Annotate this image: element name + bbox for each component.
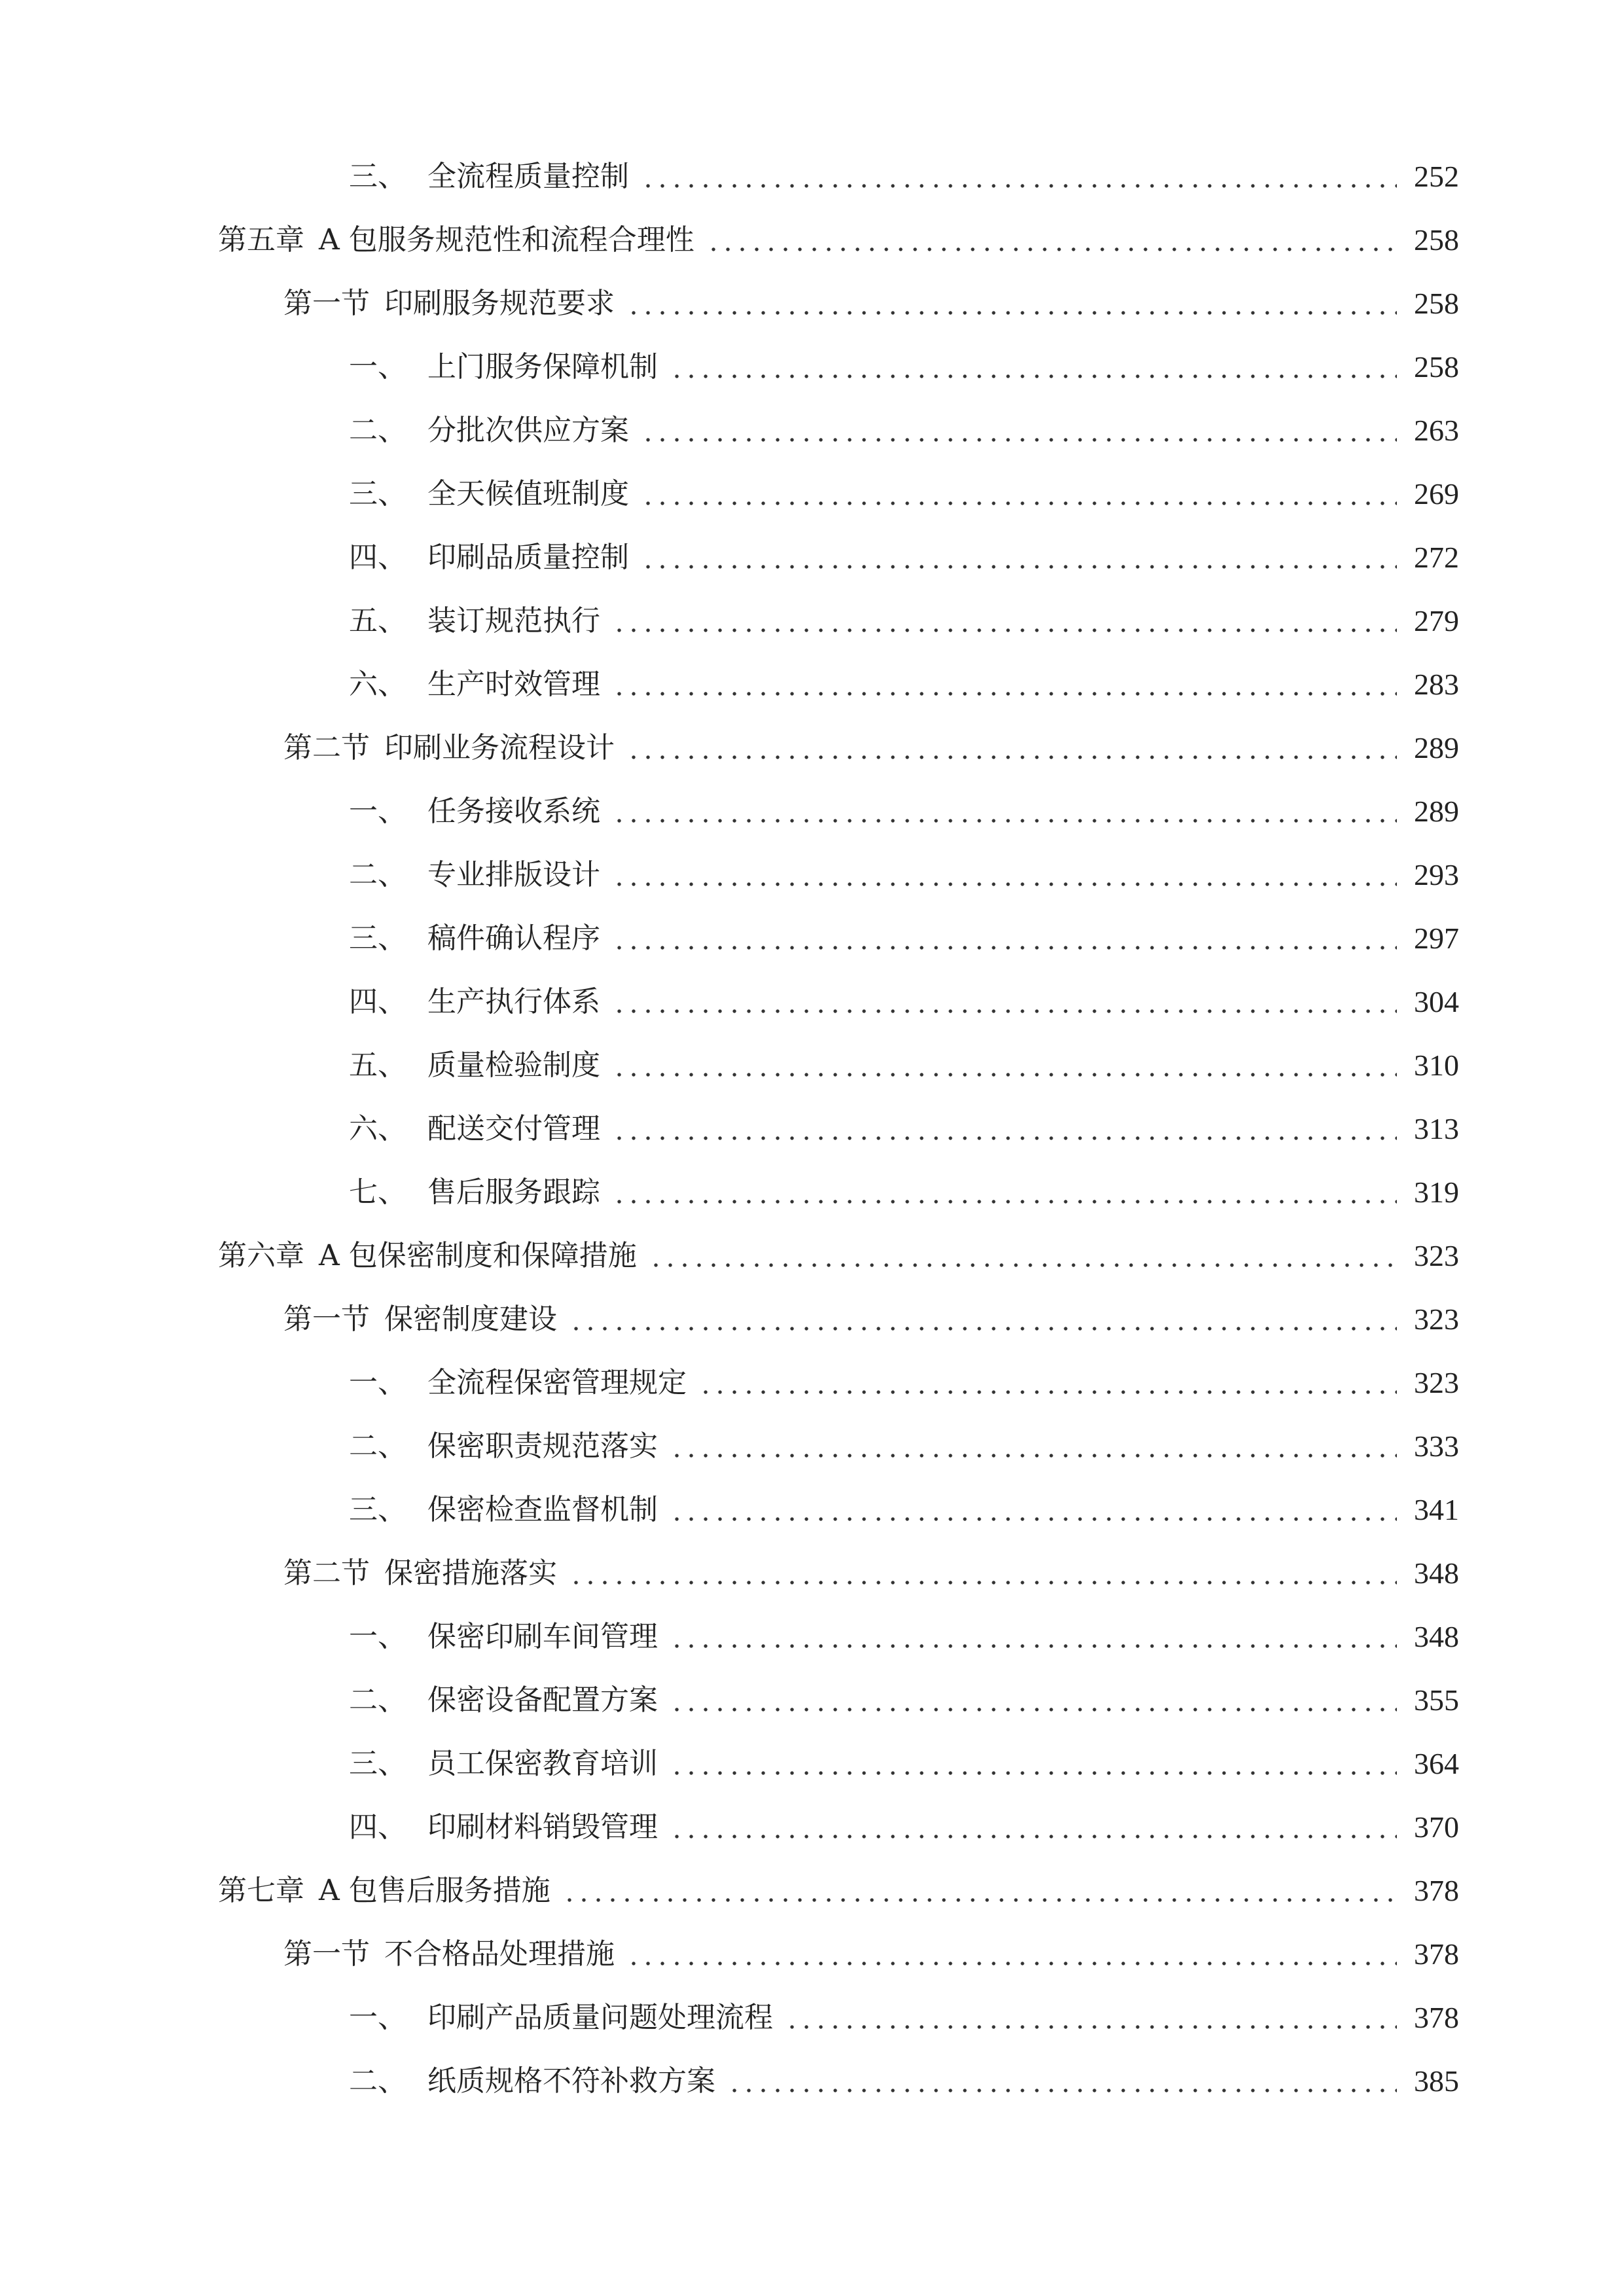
toc-entry[interactable] <box>349 151 1459 203</box>
toc-entry-number: 六、 <box>349 668 406 701</box>
toc-entry[interactable] <box>283 1293 1459 1346</box>
dot-leader <box>727 2088 1397 2093</box>
dot-leader <box>641 437 1397 442</box>
toc-entry-title: 生产时效管理 <box>427 668 600 701</box>
toc-entry-number: 第五章 <box>218 223 304 257</box>
toc-entry-page: 333 <box>1414 1429 1459 1463</box>
dot-leader <box>670 1707 1397 1712</box>
toc-entry-page: 297 <box>1414 922 1459 955</box>
toc-entry-number: 第一节 <box>283 1937 370 1971</box>
toc-entry[interactable] <box>349 1166 1459 1219</box>
toc-entry[interactable] <box>349 976 1459 1028</box>
toc-entry-title: 不合格品处理措施 <box>384 1937 615 1971</box>
toc-entry-page: 323 <box>1414 1302 1459 1336</box>
toc-entry[interactable] <box>349 1674 1459 1727</box>
toc-entry-title: 保密职责规范落实 <box>427 1429 658 1463</box>
toc-entry[interactable] <box>283 1928 1459 1981</box>
toc-entry[interactable] <box>349 1357 1459 1409</box>
dot-leader <box>785 2024 1397 2030</box>
toc-entry-title: 售后服务跟踪 <box>427 1175 600 1209</box>
dot-leader <box>569 1326 1397 1331</box>
toc-entry-title: 全流程保密管理规定 <box>427 1366 687 1399</box>
toc-entry[interactable] <box>283 722 1459 774</box>
dot-leader <box>562 1897 1397 1903</box>
dot-leader <box>641 501 1397 506</box>
toc-entry-number: 一、 <box>349 350 406 384</box>
dot-leader <box>612 691 1397 696</box>
toc-entry[interactable] <box>349 1992 1459 2044</box>
toc-entry-page: 279 <box>1414 604 1459 637</box>
toc-entry-page: 289 <box>1414 731 1459 764</box>
toc-entry[interactable] <box>349 1103 1459 1155</box>
toc-entry-title: 全天候值班制度 <box>427 477 629 511</box>
toc-entry-title: 全流程质量控制 <box>427 160 629 193</box>
dot-leader <box>612 1072 1397 1077</box>
toc-entry-number: 五、 <box>349 604 406 637</box>
toc-entry[interactable] <box>349 785 1459 838</box>
toc-entry-number: 三、 <box>349 1747 406 1780</box>
dot-leader <box>612 1136 1397 1141</box>
toc-entry-number: 三、 <box>349 1493 406 1526</box>
toc-entry-page: 348 <box>1414 1556 1459 1590</box>
toc-entry[interactable] <box>349 341 1459 393</box>
dot-leader <box>670 1516 1397 1522</box>
toc-entry-page: 348 <box>1414 1620 1459 1653</box>
toc-entry[interactable] <box>349 1484 1459 1536</box>
toc-entry[interactable] <box>349 1738 1459 1790</box>
toc-entry[interactable] <box>349 912 1459 965</box>
toc-entry-title: 保密措施落实 <box>384 1556 557 1590</box>
toc-entry-page: 323 <box>1414 1239 1459 1272</box>
toc-entry-title: 印刷产品质量问题处理流程 <box>427 2001 773 2034</box>
dot-leader <box>612 818 1397 823</box>
toc-entry-number: 一、 <box>349 1620 406 1653</box>
toc-entry-page: 364 <box>1414 1747 1459 1780</box>
toc-entry-page: 293 <box>1414 858 1459 891</box>
toc-entry-number: 第七章 <box>218 1874 304 1907</box>
toc-entry-number: 七、 <box>349 1175 406 1209</box>
toc-entry-title: 稿件确认程序 <box>427 922 600 955</box>
dot-leader <box>626 310 1397 315</box>
toc-entry[interactable] <box>283 1547 1459 1600</box>
toc-entry-number: 三、 <box>349 922 406 955</box>
toc-entry-page: 283 <box>1414 668 1459 701</box>
toc-entry-page: 289 <box>1414 795 1459 828</box>
toc-entry-number: 四、 <box>349 985 406 1018</box>
toc-entry-number: 第一节 <box>283 1302 370 1336</box>
toc-entry-title: 印刷服务规范要求 <box>384 287 615 320</box>
toc-entry-number: 四、 <box>349 1810 406 1844</box>
toc-entry-number: 二、 <box>349 2064 406 2098</box>
toc-entry-page: 258 <box>1414 350 1459 384</box>
toc-entry[interactable] <box>218 1865 1459 1917</box>
dot-leader <box>670 1770 1397 1776</box>
dot-leader <box>612 1009 1397 1014</box>
toc-entry[interactable] <box>349 468 1459 520</box>
toc-entry-title: 保密印刷车间管理 <box>427 1620 658 1653</box>
dot-leader <box>670 1453 1397 1458</box>
toc-entry-number: 四、 <box>349 541 406 574</box>
toc-entry-title: A 包保密制度和保障措施 <box>319 1239 637 1272</box>
toc-entry-page: 341 <box>1414 1493 1459 1526</box>
toc-entry-title: 员工保密教育培训 <box>427 1747 658 1780</box>
dot-leader <box>706 247 1397 252</box>
toc-entry-page: 385 <box>1414 2064 1459 2098</box>
toc-entry[interactable] <box>349 1611 1459 1663</box>
toc-entry-title: 保密检查监督机制 <box>427 1493 658 1526</box>
toc-entry-page: 319 <box>1414 1175 1459 1209</box>
toc-entry-title: 保密制度建设 <box>384 1302 557 1336</box>
toc-entry-page: 252 <box>1414 160 1459 193</box>
toc-entry[interactable] <box>349 2055 1459 2108</box>
toc-entry[interactable] <box>349 658 1459 711</box>
toc-entry[interactable] <box>349 595 1459 647</box>
toc-entry-number: 第六章 <box>218 1239 304 1272</box>
dot-leader <box>612 1199 1397 1204</box>
dot-leader <box>612 628 1397 633</box>
toc-entry-page: 378 <box>1414 2001 1459 2034</box>
toc-entry-number: 一、 <box>349 795 406 828</box>
toc-entry[interactable] <box>218 214 1459 266</box>
toc-entry-number: 一、 <box>349 1366 406 1399</box>
dot-leader <box>698 1390 1397 1395</box>
toc-entry-page: 378 <box>1414 1937 1459 1971</box>
toc-entry[interactable] <box>218 1230 1459 1282</box>
toc-entry-title: 任务接收系统 <box>427 795 600 828</box>
dot-leader <box>670 1643 1397 1649</box>
dot-leader <box>612 945 1397 950</box>
toc-entry[interactable] <box>349 849 1459 901</box>
toc-entry-title: A 包售后服务措施 <box>319 1874 550 1907</box>
dot-leader <box>626 755 1397 760</box>
toc-entry-title: 装订规范执行 <box>427 604 600 637</box>
toc-entry-number: 三、 <box>349 477 406 511</box>
toc-entry-page: 263 <box>1414 414 1459 447</box>
dot-leader <box>649 1263 1397 1268</box>
dot-leader <box>612 882 1397 887</box>
dot-leader <box>569 1580 1397 1585</box>
toc-entry-page: 310 <box>1414 1049 1459 1082</box>
toc-entry-page: 258 <box>1414 223 1459 257</box>
toc-entry-title: 分批次供应方案 <box>427 414 629 447</box>
toc-entry-number: 一、 <box>349 2001 406 2034</box>
toc-entry-title: A 包服务规范性和流程合理性 <box>319 223 695 257</box>
toc-entry-title: 保密设备配置方案 <box>427 1683 658 1717</box>
toc-entry[interactable] <box>349 404 1459 457</box>
toc-entry-page: 378 <box>1414 1874 1459 1907</box>
toc-entry-page: 313 <box>1414 1112 1459 1145</box>
toc-entry-title: 质量检验制度 <box>427 1049 600 1082</box>
toc-entry-title: 纸质规格不符补救方案 <box>427 2064 715 2098</box>
toc-entry-number: 第二节 <box>283 731 370 764</box>
toc-entry-page: 269 <box>1414 477 1459 511</box>
toc-entry-page: 355 <box>1414 1683 1459 1717</box>
toc-entry-title: 印刷业务流程设计 <box>384 731 615 764</box>
toc-entry-title: 专业排版设计 <box>427 858 600 891</box>
toc-entry-page: 370 <box>1414 1810 1459 1844</box>
dot-leader <box>626 1961 1397 1966</box>
toc-entry-number: 二、 <box>349 414 406 447</box>
toc-entry-title: 印刷品质量控制 <box>427 541 629 574</box>
dot-leader <box>670 1834 1397 1839</box>
toc-entry-page: 258 <box>1414 287 1459 320</box>
toc-entry-number: 二、 <box>349 1429 406 1463</box>
toc-entry-title: 上门服务保障机制 <box>427 350 658 384</box>
dot-leader <box>670 374 1397 379</box>
toc-entry[interactable] <box>283 278 1459 330</box>
toc-entry-page: 272 <box>1414 541 1459 574</box>
toc-entry-page: 304 <box>1414 985 1459 1018</box>
toc-entry-number: 二、 <box>349 1683 406 1717</box>
toc-entry[interactable] <box>349 1039 1459 1092</box>
toc-entry-number: 五、 <box>349 1049 406 1082</box>
toc-entry-number: 三、 <box>349 160 406 193</box>
dot-leader <box>641 183 1397 188</box>
toc-entry-number: 第二节 <box>283 1556 370 1590</box>
toc-entry[interactable] <box>349 1420 1459 1473</box>
toc-entry-title: 配送交付管理 <box>427 1112 600 1145</box>
toc-entry[interactable] <box>349 1801 1459 1854</box>
dot-leader <box>641 564 1397 569</box>
toc-entry-number: 第一节 <box>283 287 370 320</box>
toc-entry-number: 六、 <box>349 1112 406 1145</box>
toc-entry-number: 二、 <box>349 858 406 891</box>
toc-entry[interactable] <box>349 531 1459 584</box>
toc-entry-title: 生产执行体系 <box>427 985 600 1018</box>
toc-entry-page: 323 <box>1414 1366 1459 1399</box>
toc-entry-title: 印刷材料销毁管理 <box>427 1810 658 1844</box>
